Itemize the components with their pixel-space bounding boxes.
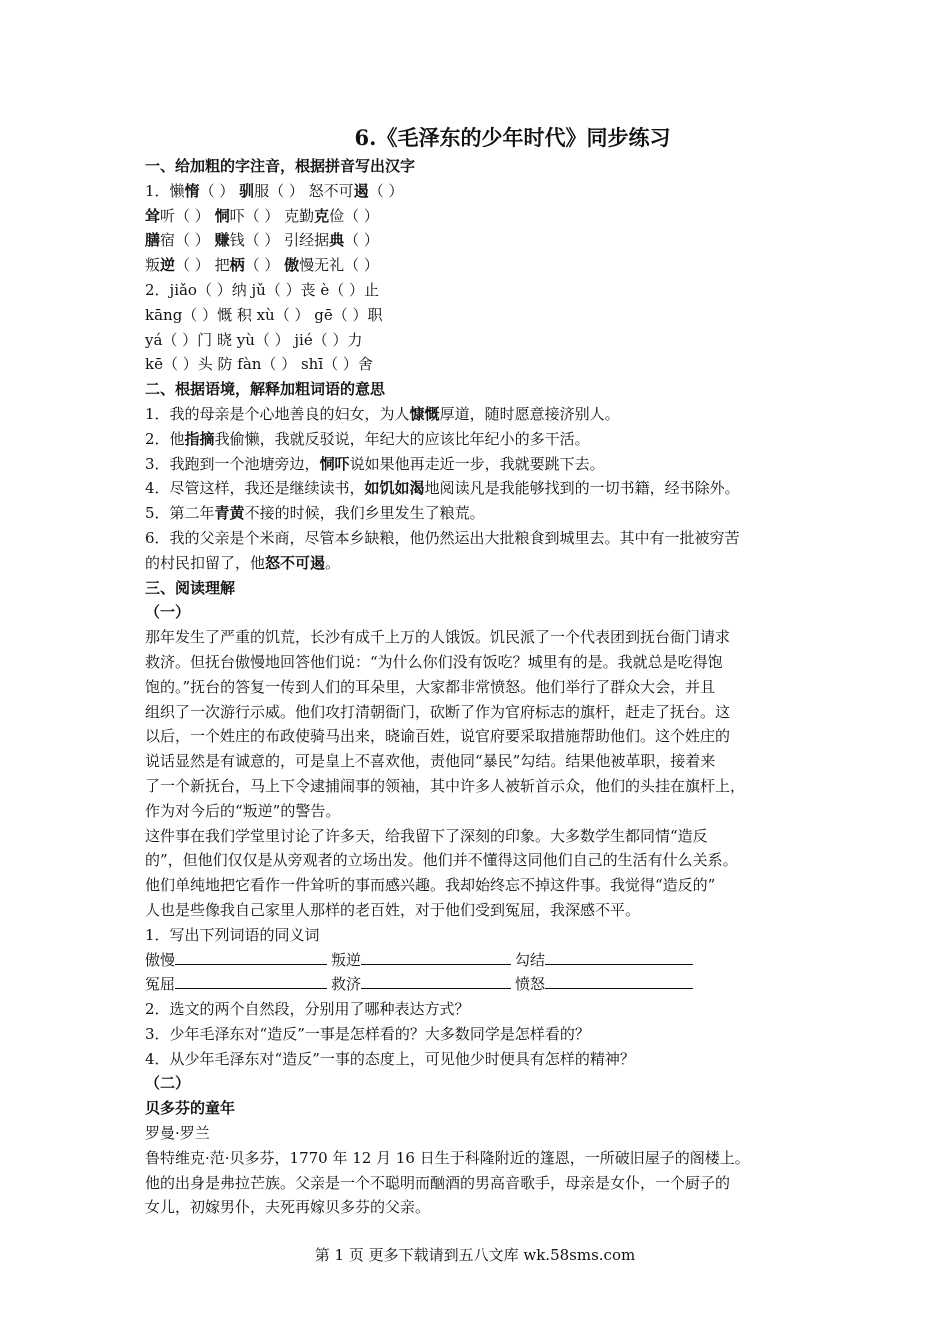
- section2-q1: [145, 402, 810, 427]
- bold-word: 如饥如渴: [364, 479, 425, 498]
- text: 不接的时候，我们乡里发生了粮荒。: [244, 504, 485, 523]
- text: 1．懒: [145, 181, 185, 200]
- reading-q2: 2．选文的两个自然段，分别用了哪种表达方式？: [145, 1000, 470, 1019]
- passage-line: 以后，一个姓庄的布政使骑马出来，晓谕百姓，说官府要采取措施帮助他们。这个姓庄的: [145, 727, 731, 746]
- passage-line: 组织了一次游行示威。他们攻打清朝衙门，砍断了作为官府标志的旗杆，赶走了抚台。这: [145, 702, 731, 721]
- text: 地阅读凡是我能够找到的一切书籍，经书除外。: [424, 479, 740, 498]
- passage-line: 女儿，初嫁男仆，夫死再嫁贝多芬的父亲。: [145, 1198, 431, 1217]
- text: 厚道，随时愿意接济别人。: [439, 404, 620, 423]
- section1-row5: 2．jiǎo（ ）纳 jǔ（ ）丧 è（ ）止: [145, 280, 379, 299]
- bold-char: 膳: [145, 231, 161, 250]
- passage-line: 作为对今后的“叛逆”的警告。: [145, 801, 341, 820]
- bold-char: 驯: [239, 181, 255, 200]
- text: 。: [325, 553, 341, 572]
- section2-q5: [145, 501, 810, 526]
- section2-q6-line1: 6．我的父亲是个米商，尽管本乡缺粮，他仍然运出大批粮食到城里去。其中有一批被穷苦: [145, 528, 740, 547]
- synonym-word: 救济: [331, 975, 362, 994]
- text: （ ） 把: [175, 256, 230, 275]
- text: 叛: [145, 256, 161, 275]
- answer-blank[interactable]: [545, 949, 693, 965]
- reading-q4: 4．从少年毛泽东对“造反”一事的态度上，可见他少时便具有怎样的精神？: [145, 1049, 635, 1068]
- text: 4．尽管这样，我还是继续读书，: [145, 479, 365, 498]
- reading-q3: 3．少年毛泽东对“造反”一事是怎样看的？大多数同学是怎样看的？: [145, 1024, 590, 1043]
- part1-label: （一）: [145, 603, 191, 622]
- text: 1．我的母亲是个心地善良的妇女，为人: [145, 404, 410, 423]
- section1-row4: [145, 253, 810, 278]
- story-author: 罗曼·罗兰: [145, 1124, 210, 1143]
- passage-line: 鲁特维克·范·贝多芬，1770 年 12 月 16 日生于科隆附近的篷恩，一所破旧屋子的阁楼上。: [145, 1148, 750, 1167]
- section1-row3: [145, 228, 810, 253]
- answer-blank[interactable]: [545, 973, 693, 989]
- synonym-word: 叛逆: [331, 950, 362, 969]
- bold-word: 怒不可遏: [265, 553, 326, 572]
- answer-blank[interactable]: [175, 949, 327, 965]
- text: （ ）: [344, 231, 379, 250]
- section2-q4: [145, 476, 810, 501]
- synonym-word: 冤屈: [145, 975, 176, 994]
- text: 5．第二年: [145, 504, 215, 523]
- synonym-word: 愤怒: [515, 975, 546, 994]
- bold-word: 指摘: [184, 429, 215, 448]
- text: 的村民扣留了，他: [145, 553, 266, 572]
- section2-q2: [145, 427, 810, 452]
- passage-line: 这件事在我们学堂里讨论了许多天，给我留下了深刻的印象。大多数学生都同情“造反: [145, 826, 708, 845]
- section2-heading: 二、根据语境，解释加粗词语的意思: [145, 380, 386, 399]
- text: 钱（ ） 引经据: [229, 231, 330, 250]
- text: （ ）: [244, 256, 285, 275]
- part2-label: （二）: [145, 1074, 191, 1093]
- page-footer: 第 1 页 更多下载请到五八文库 wk.58sms.com: [314, 1246, 636, 1264]
- bold-char: 典: [329, 231, 345, 250]
- bold-char: 赚: [214, 231, 230, 250]
- bold-word: 慷慨: [409, 404, 440, 423]
- passage-line: 的”，但他们仅仅是从旁观者的立场出发。他们并不懂得这同他们自己的生活有什么关系。: [145, 851, 738, 870]
- text: 吓（ ） 克勤: [229, 206, 315, 225]
- bold-char: 耸: [145, 206, 161, 225]
- passage-line: 那年发生了严重的饥荒，长沙有成千上万的人饿饭。饥民派了一个代表团到抚台衙门请求: [145, 628, 731, 647]
- synonym-row1: [145, 948, 810, 973]
- bold-word: 青黄: [214, 504, 245, 523]
- text: 俭（ ）: [329, 206, 379, 225]
- bold-char: 逆: [160, 256, 176, 275]
- bold-word: 恫吓: [319, 454, 350, 473]
- text: 服（ ） 怒不可: [254, 181, 354, 200]
- bold-char: 惰: [184, 181, 200, 200]
- text: 2．他: [145, 429, 185, 448]
- section1-row6: kāng（ ）慨 积 xù（ ） gē（ ）职: [145, 305, 383, 324]
- section1-row8: kē（ ）头 防 fàn（ ） shī（ ）舍: [145, 355, 373, 374]
- text: 宿（ ）: [160, 231, 215, 250]
- bold-char: 傲: [284, 256, 300, 275]
- passage-line: 人也是些像我自己家里人那样的老百姓，对于他们受到冤屈，我深感不平。: [145, 900, 641, 919]
- passage1-paragraph2: [145, 824, 810, 923]
- page-title: 6.《毛泽东的少年时代》同步练习: [354, 125, 671, 150]
- bold-char: 恫: [214, 206, 230, 225]
- synonym-word: 傲慢: [145, 950, 176, 969]
- story-title: 贝多芬的童年: [145, 1099, 236, 1118]
- passage-line: 了一个新抚台，马上下令逮捕闹事的领袖，其中许多人被斩首示众，他们的头挂在旗杆上，: [145, 776, 746, 795]
- text: 听（ ）: [160, 206, 215, 225]
- section1-row7: yá（ ）门 晓 yù（ ） jié（ ）力: [145, 330, 363, 349]
- text: 慢无礼（ ）: [299, 256, 379, 275]
- bold-char: 克: [314, 206, 330, 225]
- answer-blank[interactable]: [175, 973, 327, 989]
- synonym-word: 勾结: [515, 950, 546, 969]
- text: （ ）: [199, 181, 240, 200]
- text: （ ）: [368, 181, 404, 200]
- section1-row1: [145, 179, 810, 204]
- synonym-row2: [145, 972, 810, 997]
- reading-q1: 1．写出下列词语的同义词: [145, 925, 320, 944]
- passage-line: 他们单纯地把它看作一件耸听的事而感兴趣。我却始终忘不掉这件事。我觉得“造反的”: [145, 876, 716, 895]
- section1-heading: 一、给加粗的字注音，根据拼音写出汉字: [145, 157, 416, 175]
- bold-char: 柄: [229, 256, 245, 275]
- section2-q6-line2: [145, 551, 810, 576]
- section3-heading: 三、阅读理解: [145, 578, 236, 597]
- passage-line: 救济。但抚台傲慢地回答他们说：“为什么你们没有饭吃？城里有的是。我就总是吃得饱: [145, 652, 723, 671]
- text: 3．我跑到一个池塘旁边，: [145, 454, 320, 473]
- section2-q3: [145, 452, 810, 477]
- answer-blank[interactable]: [361, 973, 511, 989]
- bold-char: 遏: [353, 181, 369, 200]
- passage-line: 他的出身是弗拉芒族。父亲是一个不聪明而酗酒的男高音歌手，母亲是女仆，一个厨子的: [145, 1173, 731, 1192]
- passage-line: 饱的。”抚台的答复一传到人们的耳朵里，大家都非常愤怒。他们举行了群众大会，并且: [145, 677, 716, 696]
- answer-blank[interactable]: [361, 949, 511, 965]
- passage-line: 说话显然是有诚意的，可是皇上不喜欢他，责他同“暴民”勾结。结果他被革职，接着来: [145, 752, 716, 771]
- passage2-paragraph1: [145, 1146, 810, 1220]
- section1-row2: [145, 204, 810, 229]
- text: 我偷懒，我就反驳说，年纪大的应该比年纪小的多干活。: [214, 429, 590, 448]
- passage1-paragraph1: [145, 625, 810, 823]
- text: 说如果他再走近一步，我就要跳下去。: [349, 454, 605, 473]
- worksheet-page: [145, 122, 810, 1220]
